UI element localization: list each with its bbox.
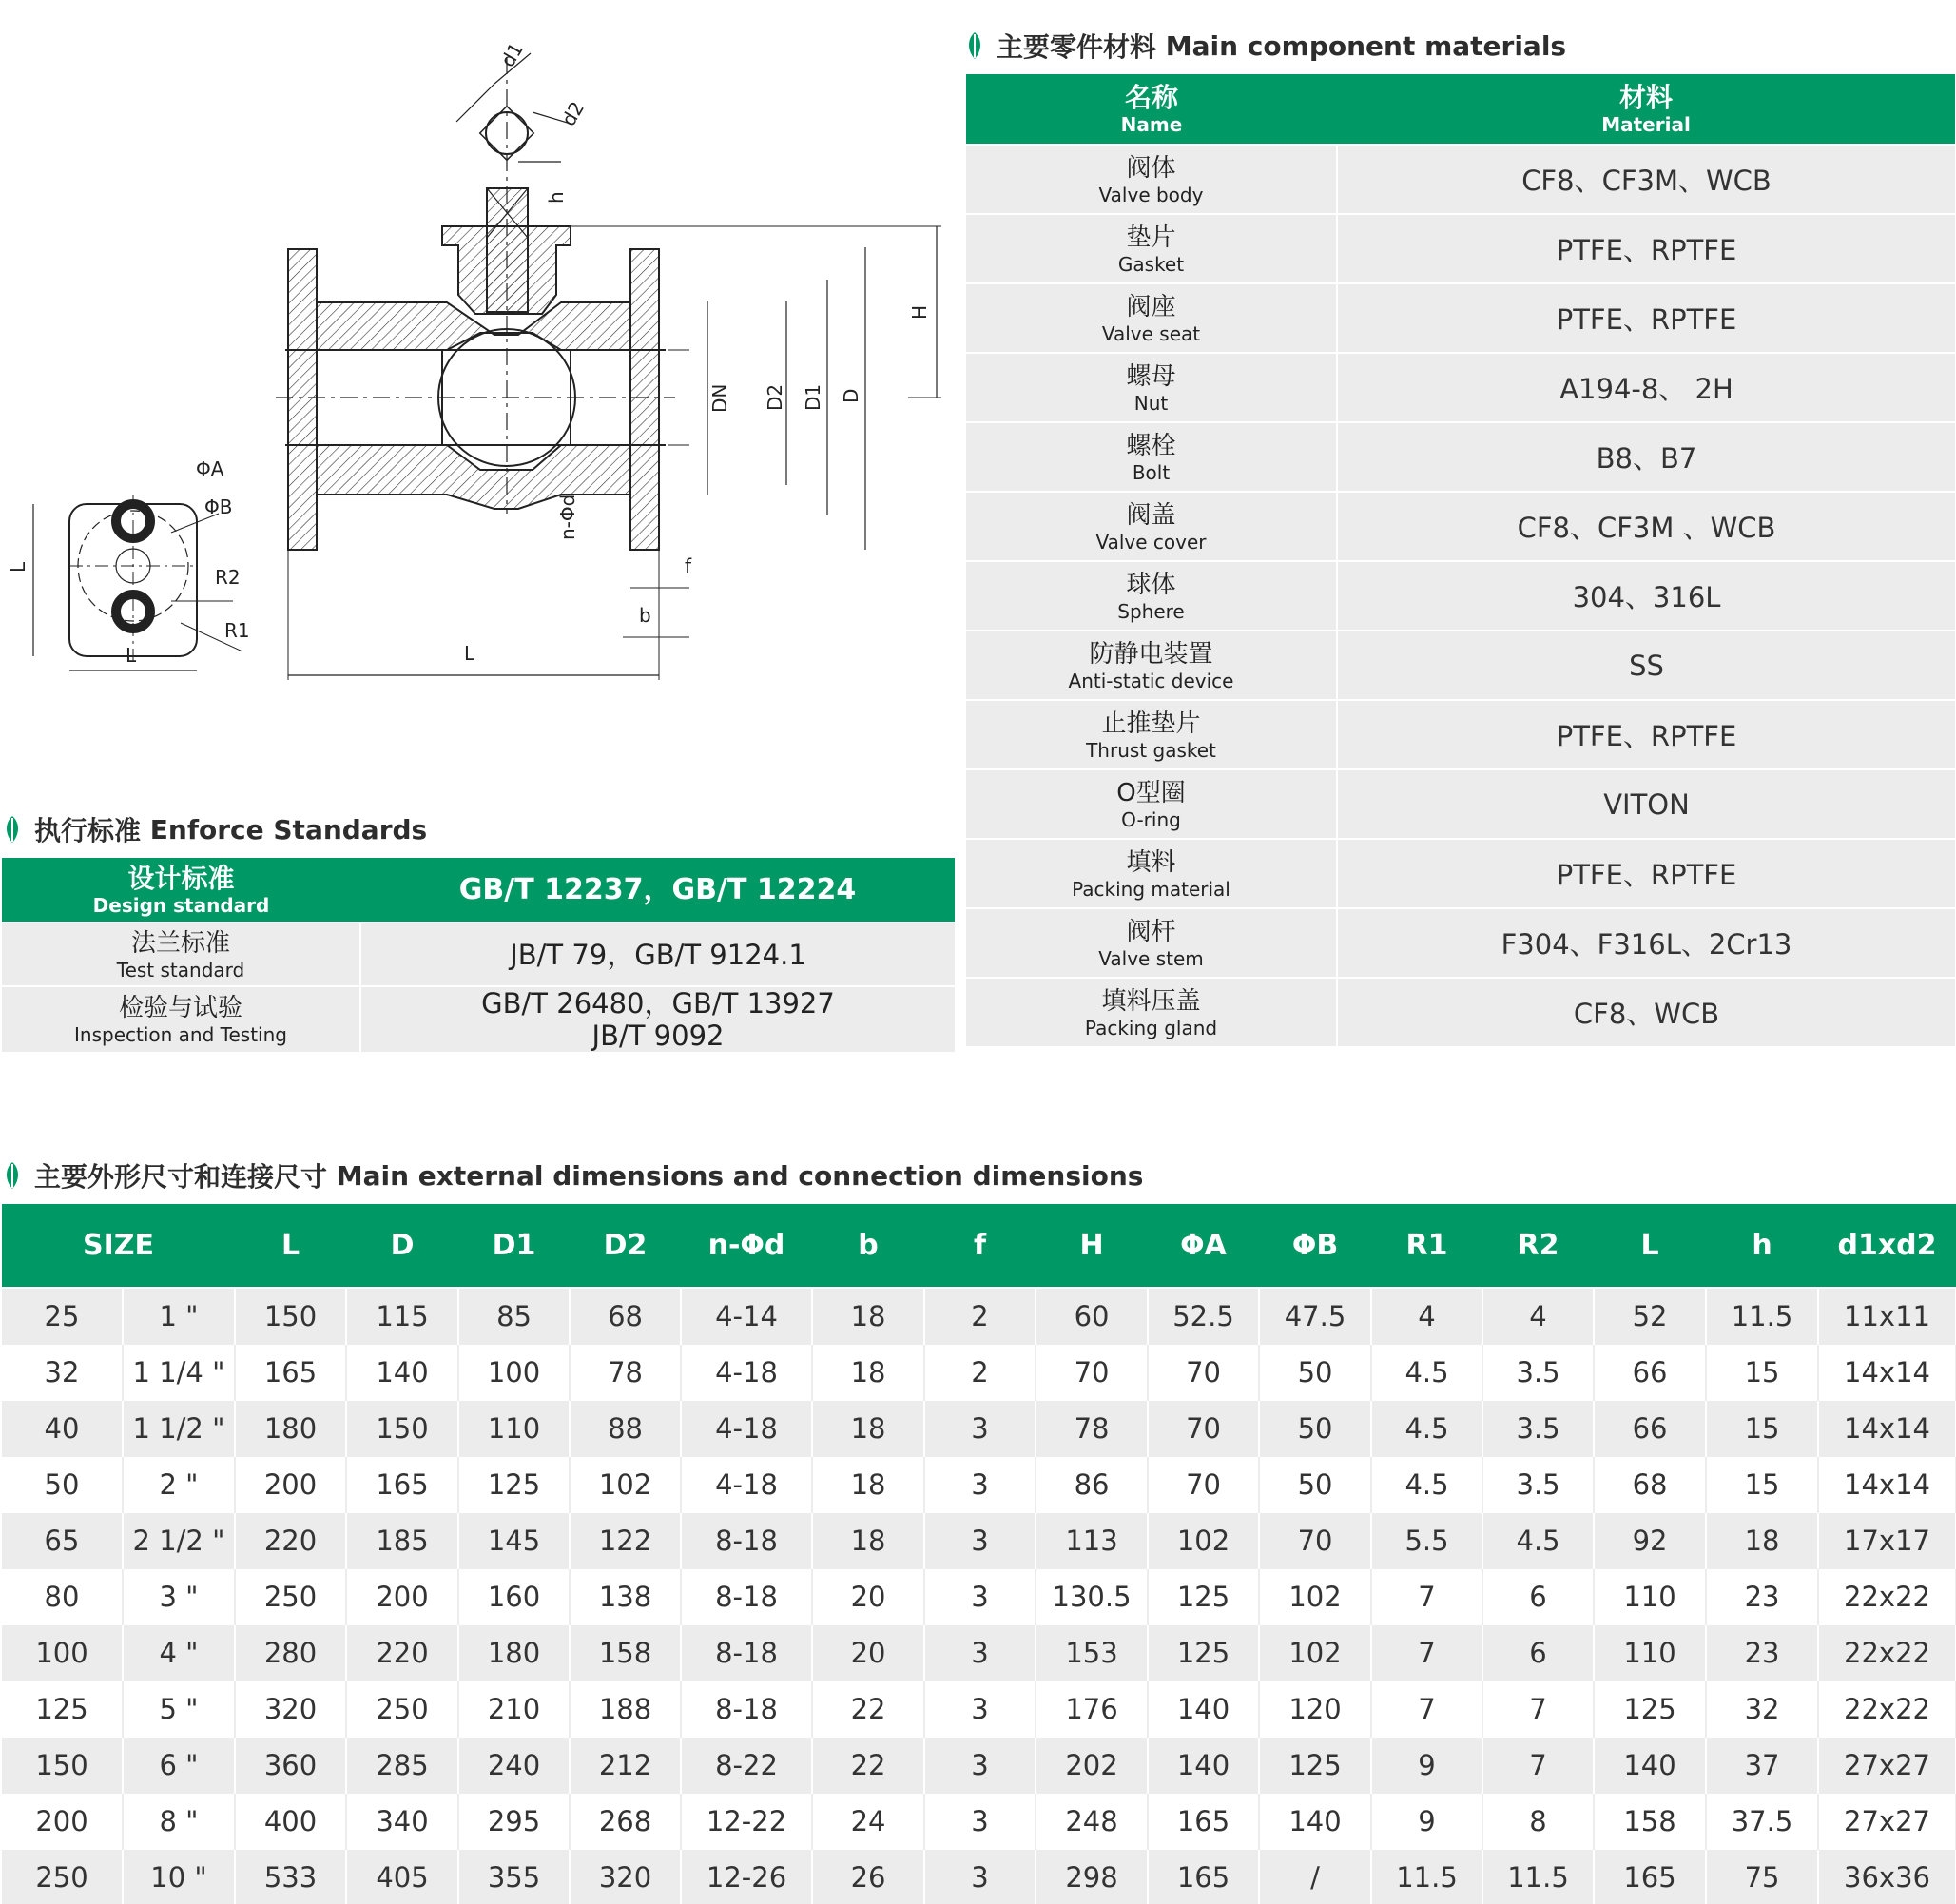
table-cell: 6 bbox=[1482, 1568, 1594, 1624]
drawing-label: h bbox=[545, 191, 568, 204]
table-cell: 140 bbox=[346, 1344, 458, 1400]
table-row bbox=[2, 1288, 1956, 1344]
table-cell: 8-18 bbox=[681, 1624, 812, 1681]
table-cell: 52.5 bbox=[1148, 1288, 1259, 1344]
table-cell: 3.5 bbox=[1482, 1344, 1594, 1400]
table-row bbox=[2, 1681, 1956, 1737]
table-row: O型圈 O-ring VITON bbox=[966, 769, 1955, 839]
table-cell: 185 bbox=[346, 1512, 458, 1568]
standards-table bbox=[2, 858, 955, 1052]
table-cell: 8-18 bbox=[681, 1568, 812, 1624]
table-cell: 50 bbox=[2, 1456, 123, 1512]
table-cell: 102 bbox=[1259, 1624, 1371, 1681]
table-cell: 125 bbox=[458, 1456, 570, 1512]
table-cell: 2 bbox=[924, 1288, 1036, 1344]
table-cell: 7 bbox=[1482, 1737, 1594, 1793]
table-cell: 400 bbox=[235, 1793, 346, 1849]
table-cell: 2 bbox=[924, 1344, 1036, 1400]
table-cell: 18 bbox=[812, 1512, 924, 1568]
table-cell: 180 bbox=[458, 1624, 570, 1681]
table-cell: 150 bbox=[346, 1400, 458, 1456]
table-row bbox=[2, 1849, 1956, 1904]
table-cell: 32 bbox=[2, 1344, 123, 1400]
table-cell: 125 bbox=[1259, 1737, 1371, 1793]
table-cell: 5.5 bbox=[1371, 1512, 1482, 1568]
table-cell: 145 bbox=[458, 1512, 570, 1568]
column-header: L bbox=[235, 1204, 346, 1288]
table-cell: 120 bbox=[1259, 1681, 1371, 1737]
table-cell: 248 bbox=[1036, 1793, 1148, 1849]
table-cell: 15 bbox=[1706, 1344, 1818, 1400]
standards-header-cell: 设计标准 Design standard bbox=[2, 858, 360, 923]
table-cell: 7 bbox=[1482, 1681, 1594, 1737]
drawing-label: ΦB bbox=[204, 495, 233, 518]
table-cell: 176 bbox=[1036, 1681, 1148, 1737]
table-cell: 92 bbox=[1594, 1512, 1706, 1568]
table-cell: 11.5 bbox=[1706, 1288, 1818, 1344]
table-cell: 37.5 bbox=[1706, 1793, 1818, 1849]
table-cell: 125 bbox=[1148, 1624, 1259, 1681]
drawing-label: R1 bbox=[224, 619, 250, 642]
table-cell: 4-18 bbox=[681, 1400, 812, 1456]
table-row: 填料压盖 Packing gland CF8、WCB bbox=[966, 978, 1955, 1046]
table-row bbox=[2, 858, 955, 923]
table-cell: 32 bbox=[1706, 1681, 1818, 1737]
table-cell: 37 bbox=[1706, 1737, 1818, 1793]
table-cell: 6 bbox=[1482, 1624, 1594, 1681]
table-cell: 3 bbox=[924, 1400, 1036, 1456]
standards-section-title bbox=[2, 810, 427, 848]
table-cell: 7 bbox=[1371, 1681, 1482, 1737]
table-cell: 3 bbox=[924, 1568, 1036, 1624]
table-cell: 50 bbox=[1259, 1400, 1371, 1456]
table-cell: 165 bbox=[1148, 1849, 1259, 1904]
materials-table bbox=[966, 74, 1955, 1046]
table-cell: 3.5 bbox=[1482, 1400, 1594, 1456]
dimensions-section-title bbox=[2, 1156, 1143, 1195]
section-title-cn: 主要外形尺寸和连接尺寸 bbox=[34, 1161, 328, 1193]
drawing-label: D bbox=[840, 388, 862, 403]
table-cell: 188 bbox=[570, 1681, 681, 1737]
section-title-en: Main component materials bbox=[1165, 29, 1567, 62]
table-cell: 4 " bbox=[123, 1624, 235, 1681]
column-header: h bbox=[1706, 1204, 1818, 1288]
table-cell: 180 bbox=[235, 1400, 346, 1456]
table-cell: 150 bbox=[2, 1737, 123, 1793]
table-cell: 250 bbox=[235, 1568, 346, 1624]
column-header: D1 bbox=[458, 1204, 570, 1288]
table-cell: 140 bbox=[1594, 1737, 1706, 1793]
drawing-label: L bbox=[7, 561, 29, 573]
table-cell: 165 bbox=[1148, 1793, 1259, 1849]
table-cell: 20 bbox=[812, 1568, 924, 1624]
table-cell: 158 bbox=[570, 1624, 681, 1681]
table-cell: 14x14 bbox=[1818, 1456, 1956, 1512]
table-cell: 78 bbox=[570, 1344, 681, 1400]
table-row: 螺母 Nut A194-8、 2H bbox=[966, 353, 1955, 422]
valve-technical-drawing bbox=[0, 38, 951, 704]
table-cell: 22 bbox=[812, 1737, 924, 1793]
column-header: SIZE bbox=[2, 1204, 235, 1288]
table-cell: 22x22 bbox=[1818, 1568, 1956, 1624]
table-cell: 17x17 bbox=[1818, 1512, 1956, 1568]
table-cell: 26 bbox=[812, 1849, 924, 1904]
column-header: d1xd2 bbox=[1818, 1204, 1956, 1288]
table-cell: 47.5 bbox=[1259, 1288, 1371, 1344]
table-cell: 9 bbox=[1371, 1737, 1482, 1793]
column-header: D2 bbox=[570, 1204, 681, 1288]
table-cell: 4-18 bbox=[681, 1456, 812, 1512]
table-cell: 285 bbox=[346, 1737, 458, 1793]
table-cell: 110 bbox=[1594, 1624, 1706, 1681]
table-cell: 3 bbox=[924, 1456, 1036, 1512]
table-cell: 1 1/4 " bbox=[123, 1344, 235, 1400]
table-cell: 360 bbox=[235, 1737, 346, 1793]
table-cell: 66 bbox=[1594, 1344, 1706, 1400]
drawing-label: ΦA bbox=[196, 457, 224, 480]
table-cell: 25 bbox=[2, 1288, 123, 1344]
table-cell: 140 bbox=[1148, 1681, 1259, 1737]
table-cell: 355 bbox=[458, 1849, 570, 1904]
table-cell: 202 bbox=[1036, 1737, 1148, 1793]
section-title-cn: 执行标准 bbox=[34, 815, 142, 846]
table-cell: 11x11 bbox=[1818, 1288, 1956, 1344]
table-cell: 4.5 bbox=[1482, 1512, 1594, 1568]
table-cell: 78 bbox=[1036, 1400, 1148, 1456]
table-cell: 14x14 bbox=[1818, 1344, 1956, 1400]
drawing-label: D2 bbox=[764, 383, 786, 411]
drawing-label: L bbox=[126, 644, 137, 667]
column-header: H bbox=[1036, 1204, 1148, 1288]
table-row: 法兰标准 Test standard JB/T 79，GB/T 9124.1 bbox=[2, 923, 955, 986]
table-row: 阀杆 Valve stem F304、F316L、2Cr13 bbox=[966, 908, 1955, 978]
table-cell: 320 bbox=[570, 1849, 681, 1904]
table-cell: 70 bbox=[1259, 1512, 1371, 1568]
table-cell: 40 bbox=[2, 1400, 123, 1456]
table-row: 阀体 Valve body CF8、CF3M、WCB bbox=[966, 145, 1955, 214]
leaf-icon bbox=[2, 1161, 23, 1190]
column-header: ΦB bbox=[1259, 1204, 1371, 1288]
table-cell: 11.5 bbox=[1371, 1849, 1482, 1904]
table-row: 检验与试验 Inspection and Testing GB/T 26480，GB/T 13927 JB/T 9092 bbox=[2, 986, 955, 1052]
table-cell: 3 " bbox=[123, 1568, 235, 1624]
column-header: ΦA bbox=[1148, 1204, 1259, 1288]
table-row bbox=[2, 1344, 1956, 1400]
table-cell: 4 bbox=[1482, 1288, 1594, 1344]
table-cell: 18 bbox=[812, 1456, 924, 1512]
table-cell: 8-18 bbox=[681, 1512, 812, 1568]
table-cell: 125 bbox=[1594, 1681, 1706, 1737]
table-cell: 8 " bbox=[123, 1793, 235, 1849]
drawing-label: f bbox=[685, 554, 692, 577]
table-cell: 66 bbox=[1594, 1400, 1706, 1456]
drawing-label: DN bbox=[708, 383, 731, 413]
table-cell: 200 bbox=[346, 1568, 458, 1624]
column-header: b bbox=[812, 1204, 924, 1288]
table-cell: 6 " bbox=[123, 1737, 235, 1793]
table-row bbox=[2, 1624, 1956, 1681]
table-cell: 2 " bbox=[123, 1456, 235, 1512]
table-cell: 68 bbox=[1594, 1456, 1706, 1512]
leaf-icon bbox=[2, 815, 23, 844]
table-cell: 70 bbox=[1148, 1456, 1259, 1512]
table-cell: 5 " bbox=[123, 1681, 235, 1737]
table-cell: 210 bbox=[458, 1681, 570, 1737]
table-row: 防静电装置 Anti-static device SS bbox=[966, 631, 1955, 700]
drawing-label: d2 bbox=[556, 97, 590, 130]
table-cell: 140 bbox=[1259, 1793, 1371, 1849]
table-cell: 200 bbox=[235, 1456, 346, 1512]
table-cell: 3 bbox=[924, 1793, 1036, 1849]
drawing-label: R2 bbox=[215, 566, 241, 589]
table-cell: 70 bbox=[1036, 1344, 1148, 1400]
table-cell: 14x14 bbox=[1818, 1400, 1956, 1456]
table-cell: 102 bbox=[570, 1456, 681, 1512]
table-cell: 158 bbox=[1594, 1793, 1706, 1849]
table-cell: 18 bbox=[812, 1288, 924, 1344]
table-row: 止推垫片 Thrust gasket PTFE、RPTFE bbox=[966, 700, 1955, 769]
table-cell: 50 bbox=[1259, 1456, 1371, 1512]
table-cell: 10 " bbox=[123, 1849, 235, 1904]
table-cell: 130.5 bbox=[1036, 1568, 1148, 1624]
table-cell: 3 bbox=[924, 1737, 1036, 1793]
table-row: 阀座 Valve seat PTFE、RPTFE bbox=[966, 283, 1955, 353]
drawing-label: D1 bbox=[802, 383, 824, 411]
table-cell: 165 bbox=[235, 1344, 346, 1400]
table-cell: 165 bbox=[1594, 1849, 1706, 1904]
table-row: 阀盖 Valve cover CF8、CF3M 、WCB bbox=[966, 492, 1955, 561]
column-header: f bbox=[924, 1204, 1036, 1288]
dimensions-table bbox=[2, 1204, 1956, 1904]
table-cell: 340 bbox=[346, 1793, 458, 1849]
table-cell: 125 bbox=[1148, 1568, 1259, 1624]
section-title-en: Main external dimensions and connection dimensions bbox=[336, 1159, 1144, 1192]
column-header: R2 bbox=[1482, 1204, 1594, 1288]
table-cell: / bbox=[1259, 1849, 1371, 1904]
table-cell: 18 bbox=[812, 1344, 924, 1400]
table-cell: 4.5 bbox=[1371, 1456, 1482, 1512]
table-cell: 23 bbox=[1706, 1624, 1818, 1681]
table-cell: 220 bbox=[346, 1624, 458, 1681]
table-cell: 4-18 bbox=[681, 1344, 812, 1400]
table-cell: 160 bbox=[458, 1568, 570, 1624]
table-cell: 86 bbox=[1036, 1456, 1148, 1512]
table-row bbox=[2, 1737, 1956, 1793]
table-cell: 3.5 bbox=[1482, 1456, 1594, 1512]
table-cell: 65 bbox=[2, 1512, 123, 1568]
table-cell: 268 bbox=[570, 1793, 681, 1849]
column-header: L bbox=[1594, 1204, 1706, 1288]
table-row bbox=[2, 1400, 1956, 1456]
drawing-label: L bbox=[464, 642, 475, 665]
table-cell: 36x36 bbox=[1818, 1849, 1956, 1904]
table-cell: 7 bbox=[1371, 1568, 1482, 1624]
table-cell: 200 bbox=[2, 1793, 123, 1849]
section-title-cn: 主要零件材料 bbox=[997, 31, 1157, 63]
table-cell: 250 bbox=[346, 1681, 458, 1737]
table-cell: 4 bbox=[1371, 1288, 1482, 1344]
leaf-icon bbox=[964, 31, 985, 60]
table-cell: 110 bbox=[458, 1400, 570, 1456]
table-cell: 1 " bbox=[123, 1288, 235, 1344]
table-row bbox=[2, 1568, 1956, 1624]
table-cell: 70 bbox=[1148, 1400, 1259, 1456]
table-cell: 150 bbox=[235, 1288, 346, 1344]
table-cell: 22x22 bbox=[1818, 1624, 1956, 1681]
table-cell: 533 bbox=[235, 1849, 346, 1904]
drawing-label: d1 bbox=[495, 38, 529, 71]
table-cell: 4.5 bbox=[1371, 1344, 1482, 1400]
table-cell: 320 bbox=[235, 1681, 346, 1737]
table-cell: 3 bbox=[924, 1512, 1036, 1568]
column-header: R1 bbox=[1371, 1204, 1482, 1288]
table-cell: 75 bbox=[1706, 1849, 1818, 1904]
table-cell: 3 bbox=[924, 1849, 1036, 1904]
table-cell: 12-26 bbox=[681, 1849, 812, 1904]
table-cell: 100 bbox=[458, 1344, 570, 1400]
table-cell: 80 bbox=[2, 1568, 123, 1624]
table-row: 垫片 Gasket PTFE、RPTFE bbox=[966, 214, 1955, 283]
table-cell: 23 bbox=[1706, 1568, 1818, 1624]
table-cell: 68 bbox=[570, 1288, 681, 1344]
table-cell: 4-14 bbox=[681, 1288, 812, 1344]
column-header: n-Φd bbox=[681, 1204, 812, 1288]
header-name: 名称 Name bbox=[966, 74, 1337, 145]
table-cell: 8-18 bbox=[681, 1681, 812, 1737]
materials-section-title bbox=[964, 27, 1566, 65]
table-cell: 280 bbox=[235, 1624, 346, 1681]
table-cell: 110 bbox=[1594, 1568, 1706, 1624]
table-cell: 12-22 bbox=[681, 1793, 812, 1849]
table-cell: 3 bbox=[924, 1624, 1036, 1681]
table-cell: 2 1/2 " bbox=[123, 1512, 235, 1568]
table-cell: 140 bbox=[1148, 1737, 1259, 1793]
table-row bbox=[2, 1456, 1956, 1512]
table-cell: 9 bbox=[1371, 1793, 1482, 1849]
table-cell: 7 bbox=[1371, 1624, 1482, 1681]
dimensions-header-row bbox=[2, 1204, 1956, 1288]
table-cell: 11.5 bbox=[1482, 1849, 1594, 1904]
table-cell: 18 bbox=[1706, 1512, 1818, 1568]
table-row bbox=[2, 1512, 1956, 1568]
table-cell: 85 bbox=[458, 1288, 570, 1344]
table-cell: 250 bbox=[2, 1849, 123, 1904]
table-cell: 15 bbox=[1706, 1400, 1818, 1456]
table-row: 球体 Sphere 304、316L bbox=[966, 561, 1955, 631]
table-cell: 8 bbox=[1482, 1793, 1594, 1849]
table-cell: 88 bbox=[570, 1400, 681, 1456]
table-cell: 113 bbox=[1036, 1512, 1148, 1568]
table-row bbox=[2, 1793, 1956, 1849]
table-cell: 27x27 bbox=[1818, 1737, 1956, 1793]
column-header: D bbox=[346, 1204, 458, 1288]
table-cell: 60 bbox=[1036, 1288, 1148, 1344]
table-cell: 212 bbox=[570, 1737, 681, 1793]
table-cell: 4.5 bbox=[1371, 1400, 1482, 1456]
drawing-label: n-Φd bbox=[556, 494, 579, 540]
table-cell: 52 bbox=[1594, 1288, 1706, 1344]
table-cell: 1 1/2 " bbox=[123, 1400, 235, 1456]
table-cell: 18 bbox=[812, 1400, 924, 1456]
table-cell: 15 bbox=[1706, 1456, 1818, 1512]
table-cell: 50 bbox=[1259, 1344, 1371, 1400]
table-cell: 70 bbox=[1148, 1344, 1259, 1400]
table-cell: 138 bbox=[570, 1568, 681, 1624]
table-cell: 100 bbox=[2, 1624, 123, 1681]
table-cell: 115 bbox=[346, 1288, 458, 1344]
table-cell: 125 bbox=[2, 1681, 123, 1737]
table-cell: 165 bbox=[346, 1456, 458, 1512]
table-cell: 102 bbox=[1259, 1568, 1371, 1624]
materials-header-row bbox=[966, 74, 1955, 145]
table-cell: 102 bbox=[1148, 1512, 1259, 1568]
table-cell: 122 bbox=[570, 1512, 681, 1568]
drawing-label: b bbox=[639, 604, 651, 627]
header-material: 材料 Material bbox=[1337, 74, 1955, 145]
table-cell: 27x27 bbox=[1818, 1793, 1956, 1849]
drawing-label: H bbox=[908, 304, 931, 320]
table-cell: 295 bbox=[458, 1793, 570, 1849]
table-row: 螺栓 Bolt B8、B7 bbox=[966, 422, 1955, 492]
table-cell: 8-22 bbox=[681, 1737, 812, 1793]
table-cell: 24 bbox=[812, 1793, 924, 1849]
table-cell: 240 bbox=[458, 1737, 570, 1793]
table-cell: 20 bbox=[812, 1624, 924, 1681]
table-cell: 22 bbox=[812, 1681, 924, 1737]
table-cell: 3 bbox=[924, 1681, 1036, 1737]
table-cell: 153 bbox=[1036, 1624, 1148, 1681]
table-cell: 220 bbox=[235, 1512, 346, 1568]
table-row: 填料 Packing material PTFE、RPTFE bbox=[966, 839, 1955, 908]
table-cell: 22x22 bbox=[1818, 1681, 1956, 1737]
table-cell: 405 bbox=[346, 1849, 458, 1904]
standards-header-value: GB/T 12237，GB/T 12224 bbox=[360, 858, 955, 923]
section-title-en: Enforce Standards bbox=[149, 813, 428, 845]
table-cell: 298 bbox=[1036, 1849, 1148, 1904]
